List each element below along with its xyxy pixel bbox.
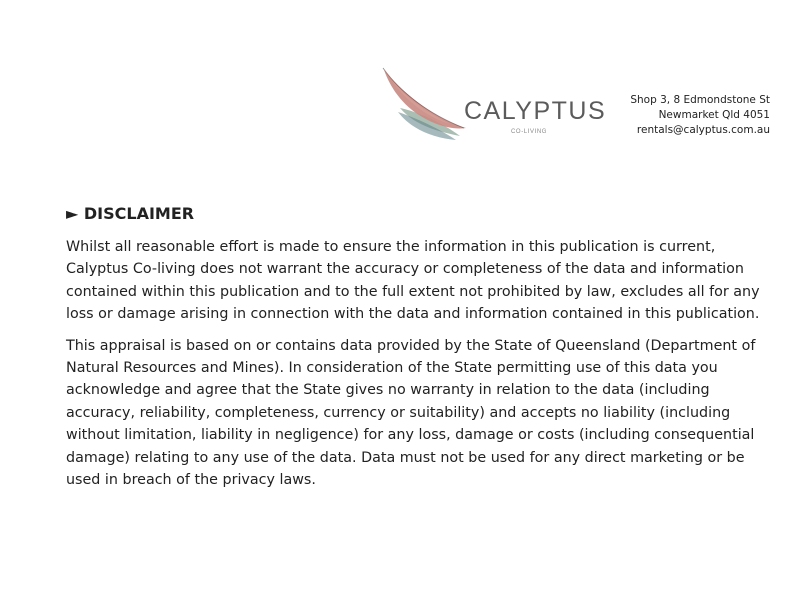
contact-address <box>630 93 770 138</box>
address-suburb: Newmarket Qld 4051 <box>658 109 770 121</box>
eucalyptus-leaf-icon <box>380 66 470 146</box>
disclaimer-paragraph-1: Whilst all reasonable effort is made to ensure the information in this publication is current, Calyptus Co-living does not warrant the accuracy or completeness of the data and information contained within this publication and to the full extent not prohibited by law, excludes all for any loss or damage arising in connection with the data and information contained in this publication. <box>66 239 760 323</box>
address-street: Shop 3, 8 Edmondstone St <box>630 94 770 106</box>
disclaimer-body <box>66 236 781 500</box>
brand-name: CALYPTUS <box>464 97 607 125</box>
brand-subtitle: CO-LIVING <box>511 129 548 135</box>
brand-logo <box>380 66 605 146</box>
contact-email: rentals@calyptus.com.au <box>636 124 770 136</box>
disclaimer-heading: ► DISCLAIMER <box>66 204 195 223</box>
disclaimer-paragraph-2: This appraisal is based on or contains data provided by the State of Queensland (Department of Natural Resources and Mines). In consideration of the State permitting use of this data you acknowledge and agree that the State gives no warranty in relation to the data (including accuracy, reliability, completeness, currency or suitability) and accepts no liability (including without limitation, liability in negligence) for any loss, damage or costs (including consequential damage) relating to any use of the data. Data must not be used for any direct marketing or be used in breach of the privacy laws. <box>66 337 756 489</box>
